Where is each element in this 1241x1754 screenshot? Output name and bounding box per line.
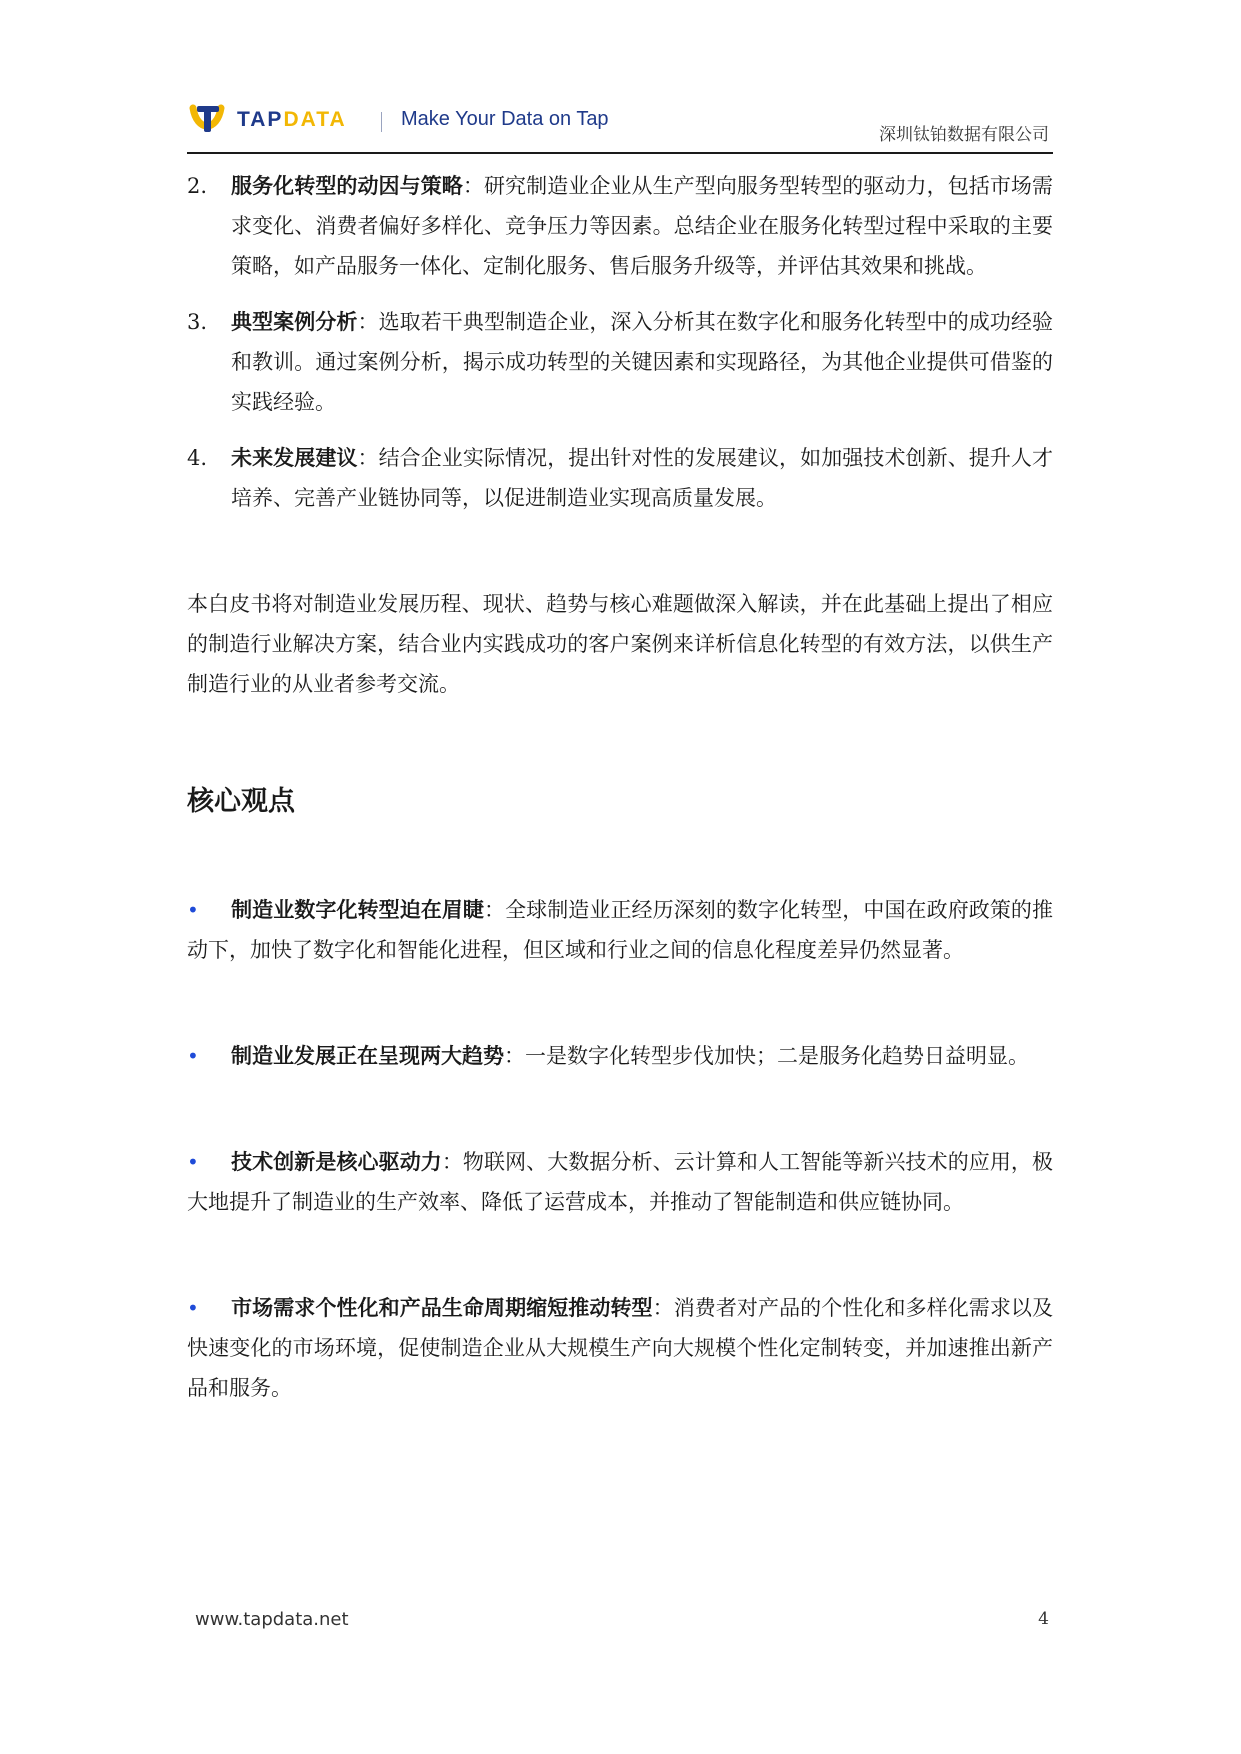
bullet-text: ：物联网、大数据分析、云计算和人工智能等新兴技术的应用，极大地提升了制造业的生产效率、降低了运营成本，并推动了智能制造和供应链协同。 xyxy=(187,1150,1054,1214)
bullet-text: ：消费者对产品的个性化和多样化需求以及快速变化的市场环境，促使制造企业从大规模生产向大规模个性化定制转变，并加速推出新产品和服务。 xyxy=(187,1296,1054,1400)
footer-website-link[interactable]: www.tapdata.net xyxy=(195,1609,349,1630)
numbered-item xyxy=(187,302,1053,422)
bullet-dot-icon: • xyxy=(187,1044,199,1068)
bullet-text: ：全球制造业正经历深刻的数字化转型，中国在政府政策的推动下，加快了数字化和智能化进程，但区域和行业之间的信息化程度差异仍然显著。 xyxy=(187,898,1053,962)
item-number: 3. xyxy=(187,310,208,334)
item-text: ：选取若干典型制造企业，深入分析其在数字化和服务化转型中的成功经验和教训。通过案例分析，揭示成功转型的关键因素和实现路径，为其他企业提供可借鉴的实践经验。 xyxy=(231,310,1054,414)
page-number: 4 xyxy=(1038,1609,1049,1629)
bullet-title: 技术创新是核心驱动力 xyxy=(231,1150,442,1174)
logo-wordmark-b: DATA xyxy=(283,108,347,131)
numbered-item xyxy=(187,166,1053,286)
item-title: 未来发展建议 xyxy=(231,446,358,470)
tapdata-logo-icon xyxy=(187,102,227,142)
item-text: ：研究制造业企业从生产型向服务型转型的驱动力，包括市场需求变化、消费者偏好多样化、竞争压力等因素。总结企业在服务化转型过程中采取的主要策略，如产品服务一体化、定制化服务、售后服务升级等，并评估其效果和挑战。 xyxy=(231,174,1054,278)
bullet-title: 制造业发展正在呈现两大趋势 xyxy=(231,1044,504,1068)
bullet-dot-icon: • xyxy=(187,898,199,922)
intro-paragraph: 本白皮书将对制造业发展历程、现状、趋势与核心难题做深入解读，并在此基础上提出了相应的制造行业解决方案，结合业内实践成功的客户案例来详析信息化转型的有效方法，以供生产制造行业的从业者参考交流。 xyxy=(187,592,1053,696)
logo-wordmark xyxy=(237,108,347,132)
header-slogan: Make Your Data on Tap xyxy=(401,108,609,130)
bullet-item xyxy=(187,890,1053,970)
bullet-item xyxy=(187,1288,1053,1408)
bullet-item xyxy=(187,1142,1053,1222)
page-content xyxy=(187,166,1053,1408)
header-divider xyxy=(381,112,382,132)
item-text: ：结合企业实际情况，提出针对性的发展建议，如加强技术创新、提升人才培养、完善产业链协同等，以促进制造业实现高质量发展。 xyxy=(231,446,1054,510)
bullet-title: 市场需求个性化和产品生命周期缩短推动转型 xyxy=(231,1296,653,1320)
logo-wordmark-a: TAP xyxy=(237,108,284,131)
item-number: 2. xyxy=(187,174,208,198)
section-heading: 核心观点 xyxy=(187,786,295,817)
bullet-item xyxy=(187,1036,1053,1076)
bullet-text: ：一是数字化转型步伐加快；二是服务化趋势日益明显。 xyxy=(504,1044,1029,1068)
numbered-item xyxy=(187,438,1053,518)
header-company-name: 深圳钛铂数据有限公司 xyxy=(879,125,1049,145)
bullet-dot-icon: • xyxy=(187,1296,199,1320)
item-title: 服务化转型的动因与策略 xyxy=(231,174,463,198)
bullet-dot-icon: • xyxy=(187,1150,199,1174)
item-title: 典型案例分析 xyxy=(231,310,358,334)
bullet-title: 制造业数字化转型迫在眉睫 xyxy=(231,898,484,922)
page-header xyxy=(187,98,1053,154)
item-number: 4. xyxy=(187,446,208,470)
